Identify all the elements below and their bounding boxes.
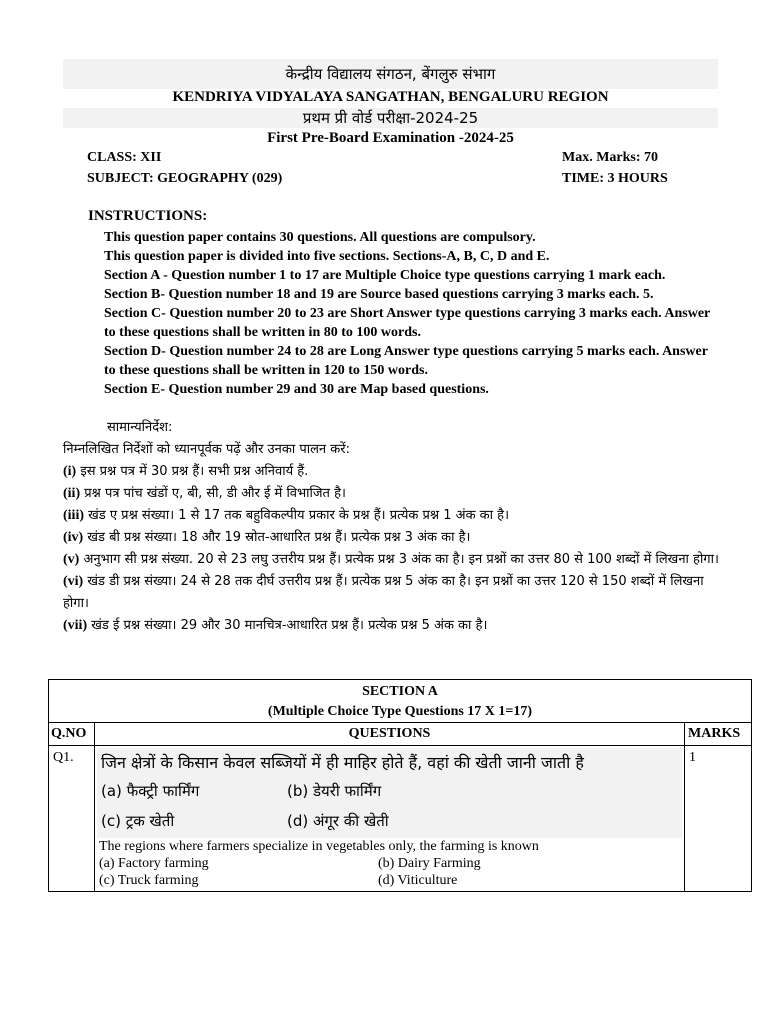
hindi-instructions	[63, 420, 723, 637]
section-header-cell	[49, 680, 752, 723]
class-label: CLASS: XII	[87, 150, 162, 165]
question-marks: 1	[685, 746, 752, 892]
instruction-line: This question paper is divided into five sections. Sections-A, B, C, D and E.	[104, 249, 550, 264]
item-text: इस प्रश्न पत्र में 30 प्रश्न हैं। सभी प्रश्न अनिवार्य हैं.	[80, 464, 309, 479]
hindi-intro: निम्नलिखित निर्देशों को ध्यानपूर्वक पढ़ें और उनका पालन करें:	[63, 442, 350, 457]
section-subtitle: (Multiple Choice Type Questions 17 X 1=17)	[267, 704, 533, 719]
hindi-question-text: जिन क्षेत्रों के किसान केवल सब्जियों में ही माहिर होते हैं, वहां की खेती जानी जाती है	[100, 753, 584, 772]
item-text: खंड बी प्रश्न संख्या। 18 और 19 स्रोत-आधारित प्रश्न हैं। प्रत्येक प्रश्न 3 अंक का है।	[87, 530, 471, 545]
max-marks: Max. Marks: 70	[562, 150, 659, 165]
hindi-options-row	[101, 806, 678, 836]
instruction-line: Section B- Question number 18 and 19 are Source based questions carrying 3 marks each. 5.	[104, 287, 654, 302]
hindi-item	[63, 571, 723, 615]
instruction-line: This question paper contains 30 questions. All questions are compulsory.	[104, 230, 536, 245]
org-title-english: KENDRIYA VIDYALAYA SANGATHAN, BENGALURU REGION	[172, 89, 609, 105]
hindi-item	[63, 527, 723, 549]
question-cell	[94, 746, 684, 892]
section-title: SECTION A	[362, 684, 438, 699]
instructions-heading: INSTRUCTIONS:	[88, 208, 208, 224]
org-title-hindi: केन्द्रीय विद्यालय संगठन, बेंगलुरु संभाग	[285, 65, 496, 83]
item-text: खंड ए प्रश्न संख्या। 1 से 17 तक बहुविकल्पीय प्रकार के प्रश्न हैं। प्रत्येक प्रश्न 1 अंक का है।	[88, 508, 509, 523]
english-question-text: The regions where farmers specialize in vegetables only, the farming is known	[98, 839, 539, 854]
english-question-block	[97, 838, 682, 891]
item-number: (i)	[63, 464, 77, 479]
hindi-option: (a) फैक्ट्री फार्मिंग	[100, 782, 200, 800]
hindi-option: (d) अंगूर की खेती	[286, 812, 389, 830]
item-text: खंड ई प्रश्न संख्या। 29 और 30 मानचित्र-आधारित प्रश्न हैं। प्रत्येक प्रश्न 5 अंक का है।	[91, 618, 488, 633]
question-row	[49, 746, 752, 892]
english-option: (a) Factory farming	[98, 856, 209, 871]
item-text: अनुभाग सी प्रश्न संख्या. 20 से 23 लघु उत्तरीय प्रश्न हैं। प्रत्येक प्रश्न 3 अंक का है। इन प्रश्नों का उत्तर 80 से 100 शब्दों में लिखना होगा।	[83, 552, 719, 567]
hindi-option: (b) डेयरी फार्मिंग	[286, 782, 382, 800]
hindi-options-row	[101, 776, 678, 806]
section-a-table	[48, 679, 752, 892]
col-questions-header: QUESTIONS	[94, 723, 684, 746]
hindi-item	[63, 461, 723, 483]
english-options-row	[99, 872, 682, 889]
item-number: (iv)	[63, 530, 84, 545]
question-number: Q1.	[49, 746, 95, 892]
hindi-item	[63, 483, 723, 505]
col-qno-header: Q.NO	[49, 723, 95, 746]
hindi-subheading: सामान्यनिर्देश:	[107, 420, 173, 435]
hindi-item	[63, 549, 723, 571]
time-label: TIME: 3 HOURS	[562, 171, 668, 186]
item-number: (vi)	[63, 574, 84, 589]
item-text: खंड डी प्रश्न संख्या। 24 से 28 तक दीर्घ उत्तरीय प्रश्न हैं। प्रत्येक प्रश्न 5 अंक का है। इन प्रश्नों का उत्तर 120 से 150 शब्दों में लिखना होगा।	[63, 574, 704, 611]
exam-title-hindi: प्रथम प्री वोर्ड परीक्षा-2024-25	[302, 109, 479, 127]
item-number: (v)	[63, 552, 80, 567]
item-number: (ii)	[63, 486, 81, 501]
section-header-row	[49, 680, 752, 723]
hindi-question-block	[97, 748, 682, 838]
hindi-item	[63, 505, 723, 527]
english-option: (c) Truck farming	[98, 873, 199, 888]
hindi-item	[63, 615, 723, 637]
instruction-line: Section D- Question number 24 to 28 are Long Answer type questions carrying 5 marks each. Answer to these questions shall be written in 120 to 150 words.	[104, 344, 708, 378]
item-number: (iii)	[63, 508, 84, 523]
english-option: (d) Viticulture	[377, 873, 458, 888]
column-header-row	[49, 723, 752, 746]
subject-label: SUBJECT: GEOGRAPHY (029)	[87, 171, 283, 186]
item-number: (vii)	[63, 618, 88, 633]
exam-title-english: First Pre-Board Examination -2024-25	[267, 130, 514, 146]
english-option: (b) Dairy Farming	[377, 856, 481, 871]
instruction-line: Section C- Question number 20 to 23 are Short Answer type questions carrying 3 marks each. Answer to these questions shall be written in 80 to 100 words.	[104, 306, 711, 340]
hindi-option: (c) ट्रक खेती	[100, 812, 175, 830]
instructions-list	[104, 228, 719, 399]
item-text: प्रश्न पत्र पांच खंडों ए, बी, सी, डी और ई में विभाजित है।	[84, 486, 346, 501]
instruction-line: Section E- Question number 29 and 30 are Map based questions.	[104, 382, 489, 397]
english-options-row	[99, 855, 682, 872]
instruction-line: Section A - Question number 1 to 17 are Multiple Choice type questions carrying 1 mark each.	[104, 268, 666, 283]
col-marks-header: MARKS	[685, 723, 752, 746]
